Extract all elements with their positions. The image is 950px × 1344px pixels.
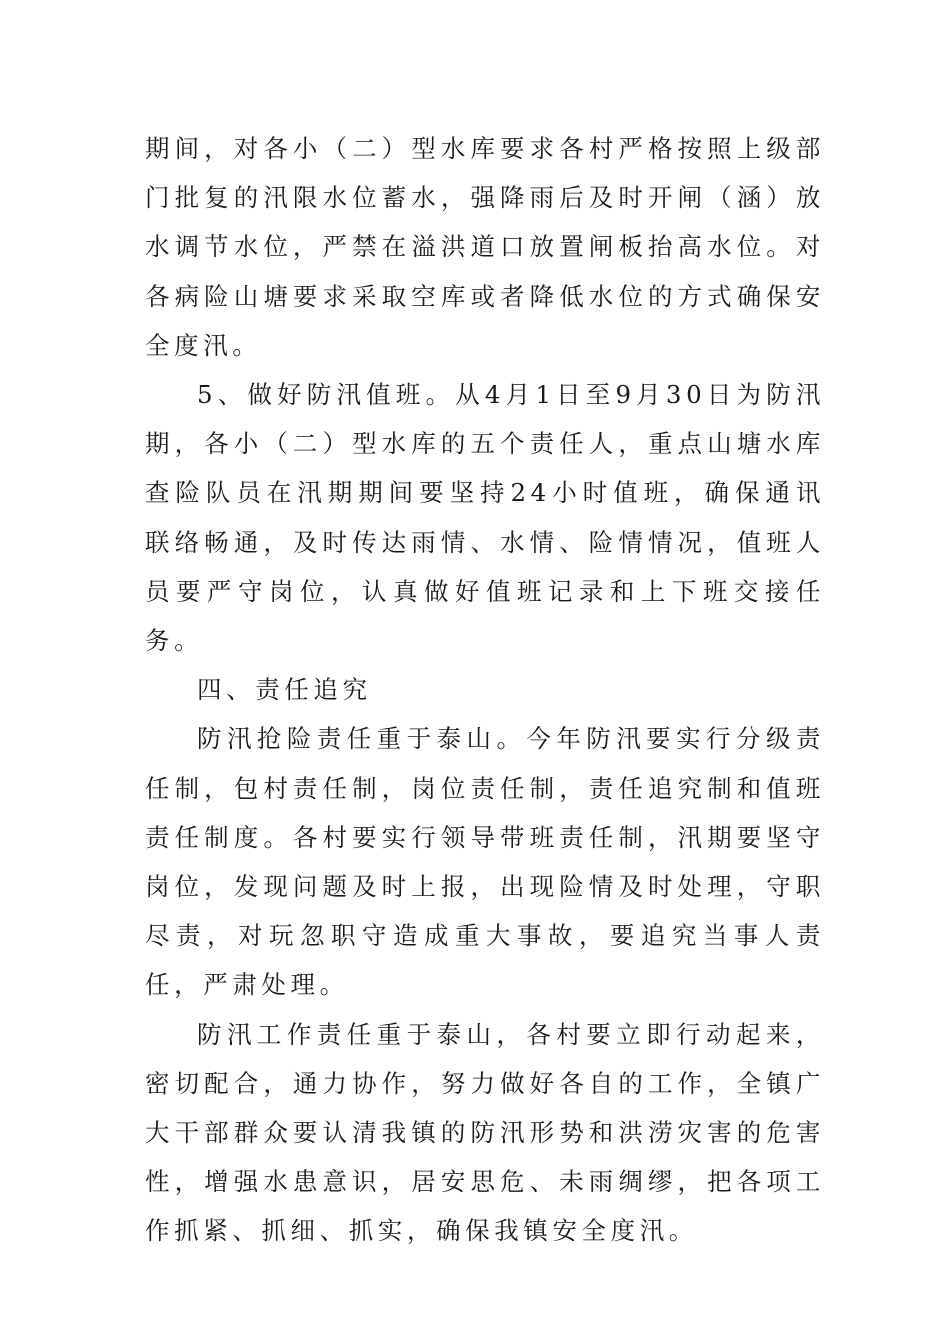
section-heading-accountability: 四、责任追究	[197, 675, 372, 705]
document-body	[145, 124, 825, 1256]
paragraph-conclusion: 防汛工作责任重于泰山，各村要立即行动起来，密切配合，通力协作，努力做好各自的工作，全镇广大干部群众要认清我镇的防汛形势和洪涝灾害的危害性，增强水患意识，居安思危、未雨绸缪，把各项工作抓紧、抓细、抓实，确保我镇安全度汛。	[145, 1019, 825, 1246]
paragraph-flood-level-storage: 期间，对各小（二）型水库要求各村严格按照上级部门批复的汛限水位蓄水，强降雨后及时开闸（涵）放水调节水位，严禁在溢洪道口放置闸板抬高水位。对各病险山塘要求采取空库或者降低水位的方式确保安全度汛。	[145, 134, 825, 360]
paragraph-responsibility-system: 防汛抢险责任重于泰山。今年防汛要实行分级责任制，包村责任制，岗位责任制，责任追究制和值班责任制度。各村要实行领导带班责任制，汛期要坚守岗位，发现问题及时上报，出现险情及时处理，守职尽责，对玩忽职守造成重大事故，要追究当事人责任，严肃处理。	[145, 724, 825, 1000]
paragraph-flood-duty: 5、做好防汛值班。从4月1日至9月30日为防汛期，各小（二）型水库的五个责任人，重点山塘水库查险队员在汛期期间要坚持24小时值班，确保通讯联络畅通，及时传达雨情、水情、险情情况，值班人员要严守岗位，认真做好值班记录和上下班交接任务。	[145, 380, 825, 656]
